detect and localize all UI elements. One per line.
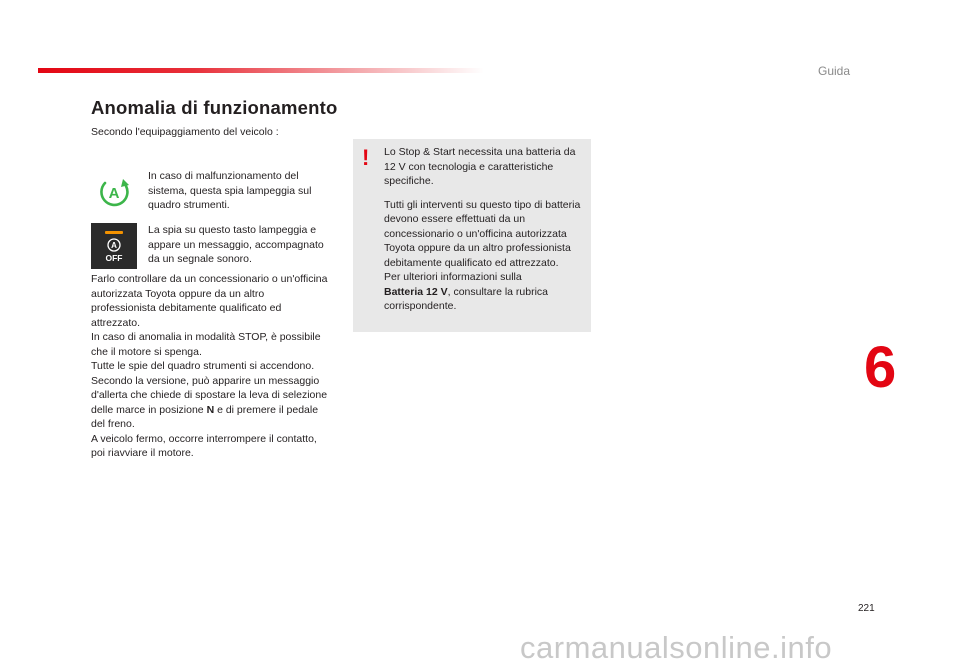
body-paragraph: A veicolo fermo, occorre interrompere il contatto, poi riavviare il motore.: [91, 432, 317, 459]
svg-text:A: A: [108, 185, 120, 202]
stop-start-off-button-icon: [91, 223, 137, 269]
notice-paragraph: Tutti gli interventi su questo tipo di batteria devono essere effettuati da un concessionario o un'officina autorizzata Toyota oppure da un altro professionista debitamente qualificato ed attrezzato. Per ulteriori informazioni sulla Batteria 12 V, consultare la rubrica corrispondente.: [384, 198, 581, 312]
chapter-number: 6: [864, 335, 897, 400]
svg-text:A: A: [111, 241, 117, 250]
header-accent-bar: [38, 68, 484, 73]
warning-block-light: [91, 169, 341, 219]
body-paragraph: Secondo la versione, può apparire un messaggio d'allerta che chiede di spostare la leva di selezione delle marce in posizione N e di premere il pedale del freno.: [91, 374, 328, 430]
body-paragraph: Farlo controllare da un concessionario o un'officina autorizzata Toyota oppure da un altro professionista debitamente qualificato ed attrezzato.: [91, 273, 328, 329]
body-paragraph: Tutte le spie del quadro strumenti si accendono.: [91, 360, 315, 372]
intro-text: Secondo l'equipaggiamento del veicolo :: [91, 126, 279, 138]
battery-link-text: Batteria 12 V: [384, 285, 448, 298]
page-title: Anomalia di funzionamento: [91, 97, 338, 118]
exclamation-icon: !: [362, 145, 370, 170]
warning-block-button: [91, 223, 341, 273]
warning-button-text: La spia su questo tasto lampeggia e appare un messaggio, accompagnato da un segnale sonoro.: [148, 224, 324, 265]
section-label: Guida: [818, 64, 851, 78]
page-number: 221: [858, 603, 875, 614]
auto-stop-warning-light-icon: [91, 169, 137, 215]
notice-paragraph: Lo Stop & Start necessita una batteria da 12 V con tecnologia e caratteristiche specifiche.: [384, 146, 576, 187]
notice-text: [384, 145, 586, 314]
body-text: [91, 272, 331, 461]
body-paragraph: In caso di anomalia in modalità STOP, è possibile che il motore si spenga.: [91, 331, 321, 358]
off-label: OFF: [105, 253, 123, 263]
notice-box: [353, 139, 591, 332]
warning-light-text: In caso di malfunzionamento del sistema, questa spia lampeggia sul quadro strumenti.: [148, 170, 312, 211]
gear-position-n: N: [206, 403, 215, 416]
watermark: carmanualsonline.info: [520, 630, 833, 665]
